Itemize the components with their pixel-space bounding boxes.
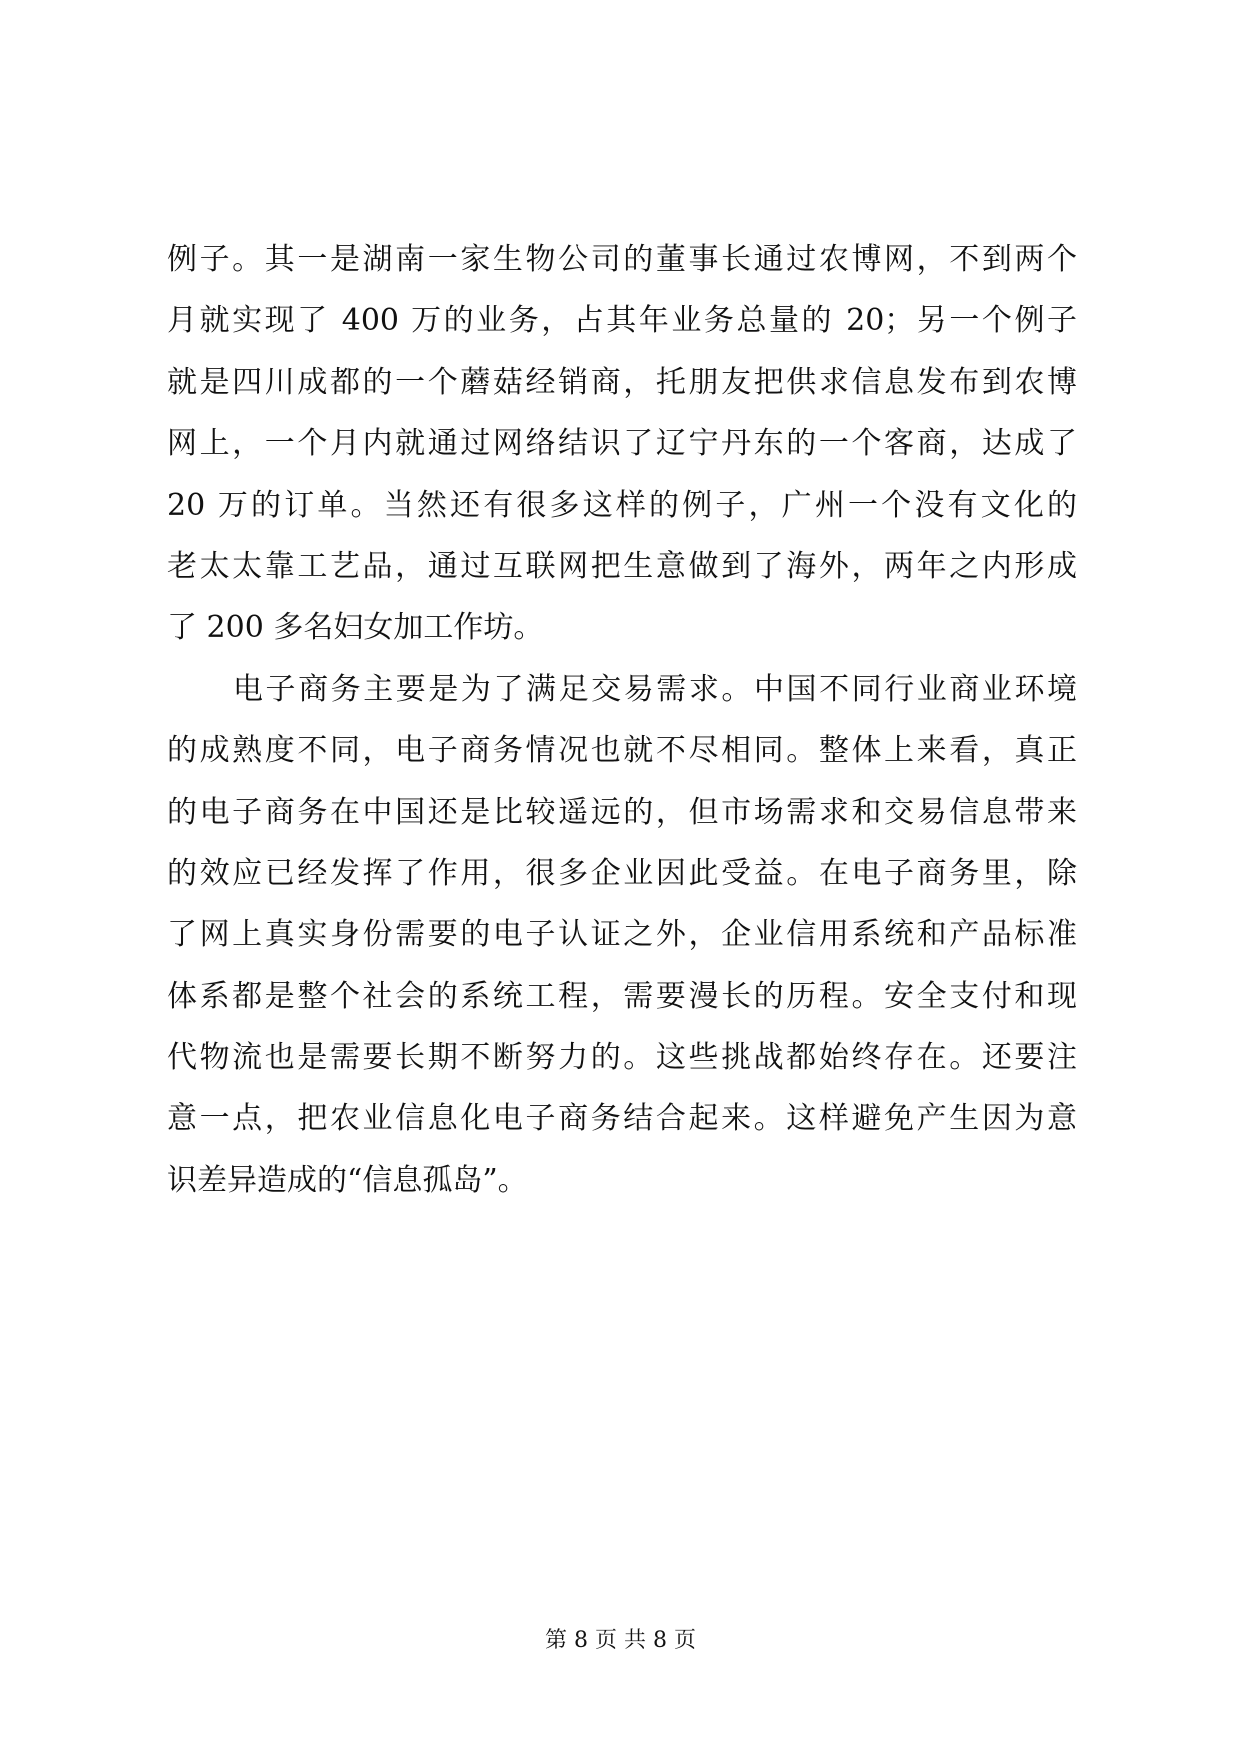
text-line: 了 200 多名妇女加工作坊。	[167, 610, 544, 646]
text-line: 老太太靠工艺品，通过互联网把生意做到了海外，两年之内形成	[167, 548, 1077, 584]
text-line: 网上，一个月内就通过网络结识了辽宁丹东的一个客商，达成了	[167, 426, 1077, 462]
text-line: 代物流也是需要长期不断努力的。这些挑战都始终存在。还要注	[167, 1040, 1077, 1076]
text-line: 20 万的订单。当然还有很多这样的例子，广州一个没有文化的	[167, 487, 1077, 523]
text-line: 电子商务主要是为了满足交易需求。中国不同行业商业环境	[233, 671, 1077, 707]
text-line: 的成熟度不同，电子商务情况也就不尽相同。整体上来看，真正	[167, 733, 1077, 769]
text-line: 的效应已经发挥了作用，很多企业因此受益。在电子商务里，除	[167, 855, 1077, 891]
text-line: 体系都是整个社会的系统工程，需要漫长的历程。安全支付和现	[167, 978, 1077, 1014]
text-line: 了网上真实身份需要的电子认证之外，企业信用系统和产品标准	[167, 917, 1077, 953]
text-line: 例子。其一是湖南一家生物公司的董事长通过农博网，不到两个	[167, 242, 1077, 277]
text-line: 意一点，把农业信息化电子商务结合起来。这样避免产生因为意	[167, 1101, 1077, 1137]
text-line: 的电子商务在中国还是比较遥远的，但市场需求和交易信息带来	[167, 794, 1077, 830]
paragraph-2	[167, 659, 1077, 1212]
paragraph-1	[167, 229, 1077, 659]
text-line: 月就实现了 400 万的业务，占其年业务总量的 20；另一个例子	[167, 303, 1077, 339]
page-number-footer: 第 8 页 共 8 页	[545, 1628, 696, 1653]
text-line: 就是四川成都的一个蘑菇经销商，托朋友把供求信息发布到农博	[167, 364, 1077, 400]
text-line: 识差异造成的“信息孤岛”。	[167, 1162, 528, 1198]
body-text	[167, 229, 1077, 1211]
